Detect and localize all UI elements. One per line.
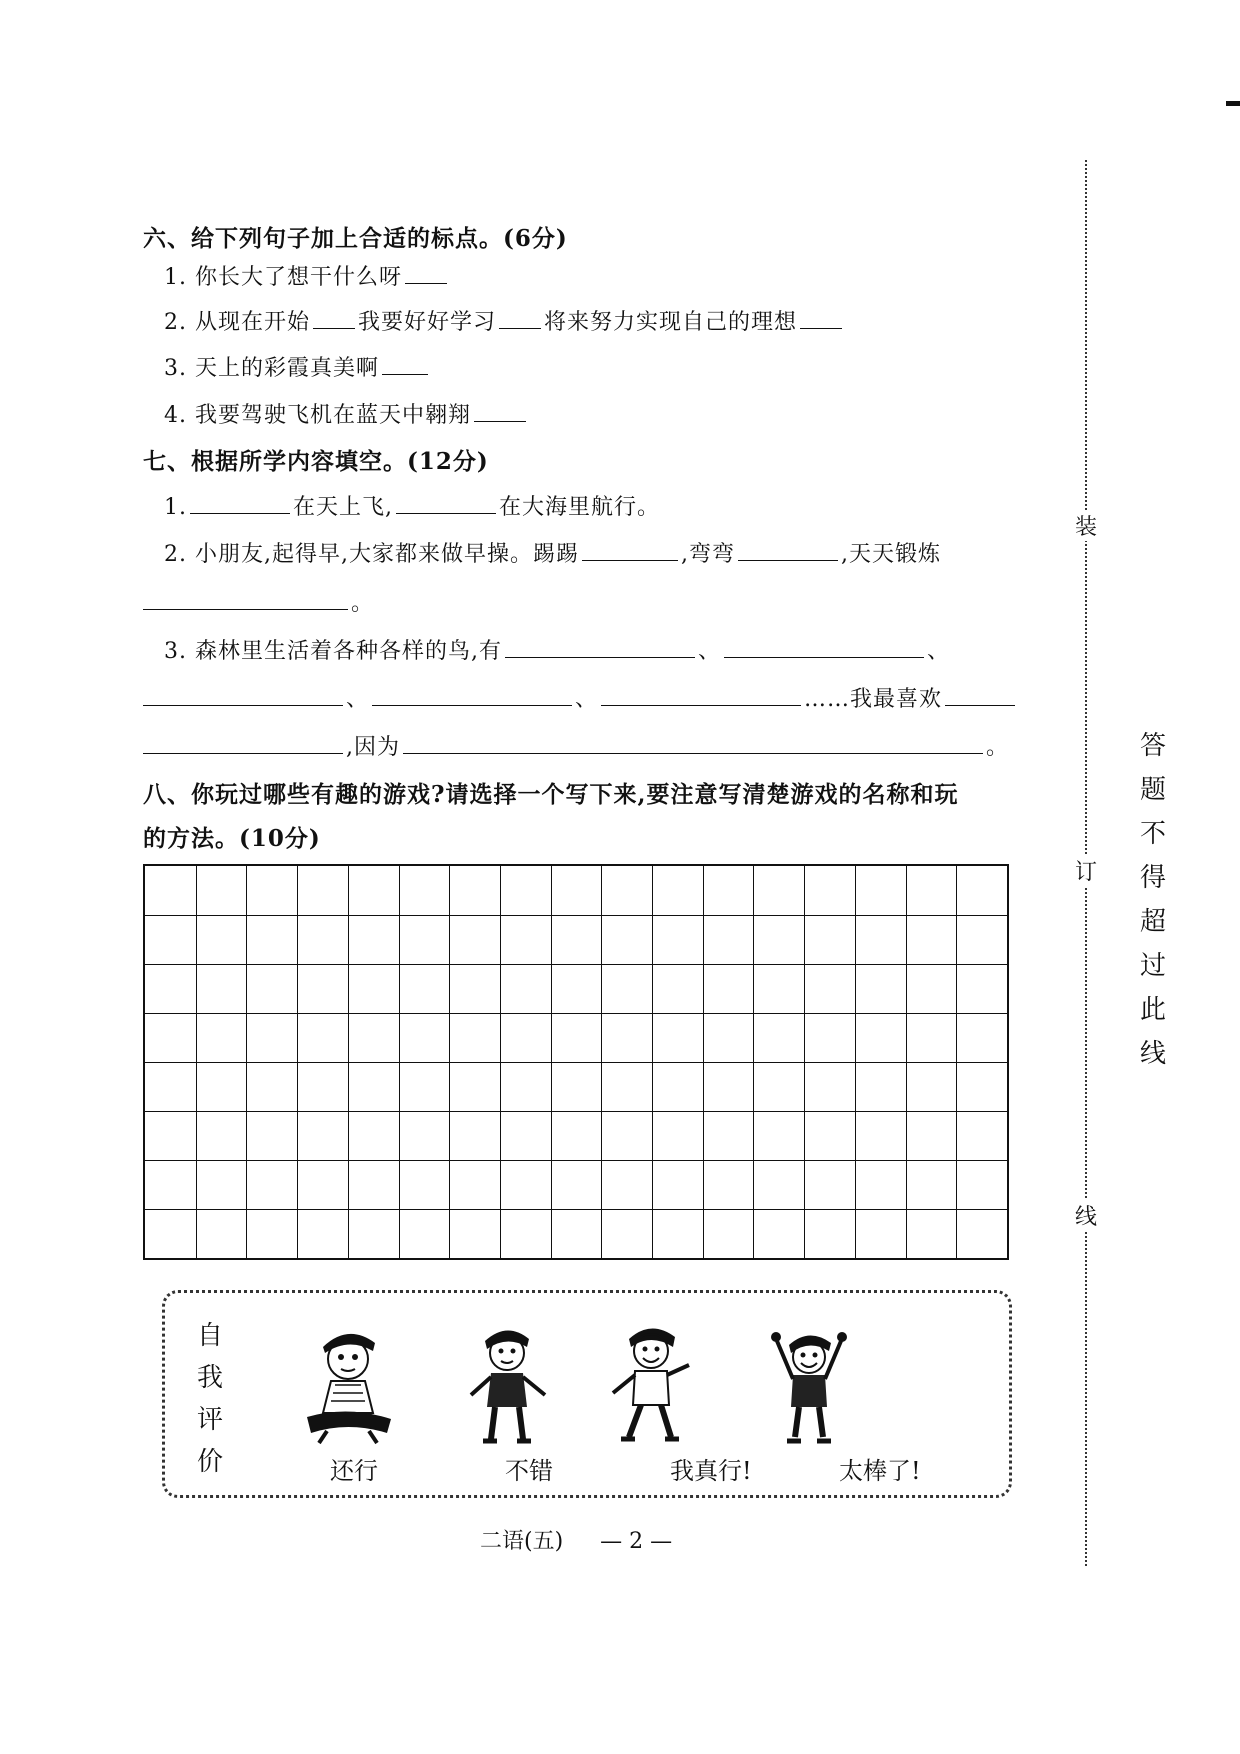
standing-child-illustration[interactable] xyxy=(457,1321,557,1447)
fill-blank[interactable] xyxy=(143,731,343,754)
rating-ok[interactable]: 还行 xyxy=(330,1457,378,1485)
section-8-title-line2: 的方法。(10分) xyxy=(143,825,321,852)
s7-item-3 xyxy=(164,634,950,665)
s7-item-2-text-c: ,天天锻炼 xyxy=(841,542,941,567)
warning-char: 过 xyxy=(1139,951,1166,981)
punct-blank[interactable] xyxy=(382,352,428,375)
s7-item-1-num: 1. xyxy=(164,495,187,520)
grid-row-line xyxy=(145,1160,1007,1161)
self-evaluation-title xyxy=(195,1315,225,1483)
warning-char: 不 xyxy=(1139,819,1166,849)
fill-blank[interactable] xyxy=(582,538,678,561)
fill-blank[interactable] xyxy=(403,731,983,754)
self-evaluation-box xyxy=(162,1290,1012,1498)
s6-item-4-text: 我要驾驶飞机在蓝天中翱翔 xyxy=(195,403,472,428)
binding-mark-ding: 订 xyxy=(1073,855,1099,886)
warning-char: 得 xyxy=(1139,863,1166,893)
s6-item-2 xyxy=(164,305,845,336)
cheering-child-illustration[interactable] xyxy=(759,1321,859,1447)
fill-blank[interactable] xyxy=(143,683,343,706)
s6-item-1 xyxy=(164,260,450,291)
self-eval-char: 我 xyxy=(196,1363,223,1393)
s7-item-3-text-a: 森林里生活着各种各样的鸟,有 xyxy=(195,639,502,664)
warning-char: 线 xyxy=(1139,1039,1166,1069)
sitting-child-illustration[interactable] xyxy=(293,1321,403,1447)
self-eval-char: 价 xyxy=(196,1447,223,1477)
s6-item-2-text-2: 我要好好学习 xyxy=(358,310,497,335)
footer-subject: 二语(五) xyxy=(480,1529,564,1554)
grid-row-line xyxy=(145,1013,1007,1014)
s7-item-3-line2 xyxy=(143,682,1018,713)
s6-item-1-text: 你长大了想干什么呀 xyxy=(195,265,403,290)
s7-item-2 xyxy=(164,537,941,568)
binding-mark-zhuang: 装 xyxy=(1073,510,1099,541)
s7-item-2-text-a: 小朋友,起得早,大家都来做早操。踢踢 xyxy=(195,542,579,567)
writing-grid[interactable] xyxy=(143,864,1009,1260)
s7-item-1 xyxy=(164,490,660,521)
fill-blank[interactable] xyxy=(143,587,348,610)
fill-blank[interactable] xyxy=(396,491,496,514)
s7-item-2-cont xyxy=(143,586,374,617)
section-6-title: 六、给下列句子加上合适的标点。(6分) xyxy=(143,225,568,252)
grid-row-line xyxy=(145,1209,1007,1210)
punct-blank[interactable] xyxy=(474,399,526,422)
s7-item-2-end: 。 xyxy=(351,591,375,616)
fill-blank[interactable] xyxy=(601,683,801,706)
fill-blank[interactable] xyxy=(724,635,924,658)
s6-item-4 xyxy=(164,398,529,429)
grid-row-line xyxy=(145,915,1007,916)
punct-blank[interactable] xyxy=(499,306,541,329)
punct-blank[interactable] xyxy=(800,306,842,329)
rating-excellent[interactable]: 太棒了! xyxy=(839,1457,921,1485)
s6-item-3-text: 天上的彩霞真美啊 xyxy=(195,356,380,381)
rating-good[interactable]: 不错 xyxy=(505,1457,553,1485)
s6-item-2-text-1: 从现在开始 xyxy=(195,310,311,335)
binding-warning xyxy=(1138,724,1168,1076)
warning-char: 答 xyxy=(1139,731,1166,761)
punct-blank[interactable] xyxy=(313,306,355,329)
s6-item-2-num: 2. xyxy=(164,310,187,335)
s7-item-2-text-b: ,弯弯 xyxy=(681,542,735,567)
punct-blank[interactable] xyxy=(405,261,447,284)
s7-item-2-num: 2. xyxy=(164,542,187,567)
s6-item-2-text-3: 将来努力实现自己的理想 xyxy=(544,310,798,335)
s7-item-3-text-b: ……我最喜欢 xyxy=(804,687,943,712)
s6-item-3-num: 3. xyxy=(164,356,187,381)
s7-item-3-sep: 、 xyxy=(346,687,370,712)
s6-item-3 xyxy=(164,351,431,382)
fill-blank[interactable] xyxy=(190,491,290,514)
section-8-title-line1: 八、你玩过哪些有趣的游戏?请选择一个写下来,要注意写清楚游戏的名称和玩 xyxy=(143,781,959,808)
fill-blank[interactable] xyxy=(738,538,838,561)
fill-blank[interactable] xyxy=(372,683,572,706)
self-eval-char: 自 xyxy=(196,1321,223,1351)
s7-item-1-text-a: 在天上飞, xyxy=(293,495,393,520)
s6-item-1-num: 1. xyxy=(164,265,187,290)
s7-item-3-num: 3. xyxy=(164,639,187,664)
grid-row-line xyxy=(145,1111,1007,1112)
grid-row-line xyxy=(145,1062,1007,1063)
corner-registration-mark xyxy=(1226,101,1240,106)
section-7-title: 七、根据所学内容填空。(12分) xyxy=(143,448,489,475)
warning-char: 此 xyxy=(1139,995,1166,1025)
happy-child-illustration[interactable] xyxy=(601,1321,701,1447)
s7-item-1-text-b: 在大海里航行。 xyxy=(499,495,661,520)
page-footer xyxy=(480,1524,672,1555)
binding-mark-xian: 线 xyxy=(1073,1200,1099,1231)
warning-char: 超 xyxy=(1139,907,1166,937)
fill-blank[interactable] xyxy=(945,683,1015,706)
s7-item-3-sep: 、 xyxy=(575,687,599,712)
rating-great[interactable]: 我真行! xyxy=(670,1457,752,1485)
warning-char: 题 xyxy=(1139,775,1166,805)
s7-item-3-sep: 、 xyxy=(927,639,951,664)
s7-item-3-end: 。 xyxy=(986,735,1010,760)
self-eval-char: 评 xyxy=(196,1405,223,1435)
s7-item-3-line3 xyxy=(143,730,1009,761)
s7-item-3-sep: 、 xyxy=(698,639,722,664)
page-number: — 2 — xyxy=(600,1529,673,1554)
s7-item-3-text-c: ,因为 xyxy=(346,735,400,760)
s6-item-4-num: 4. xyxy=(164,403,187,428)
grid-row-line xyxy=(145,964,1007,965)
fill-blank[interactable] xyxy=(505,635,695,658)
